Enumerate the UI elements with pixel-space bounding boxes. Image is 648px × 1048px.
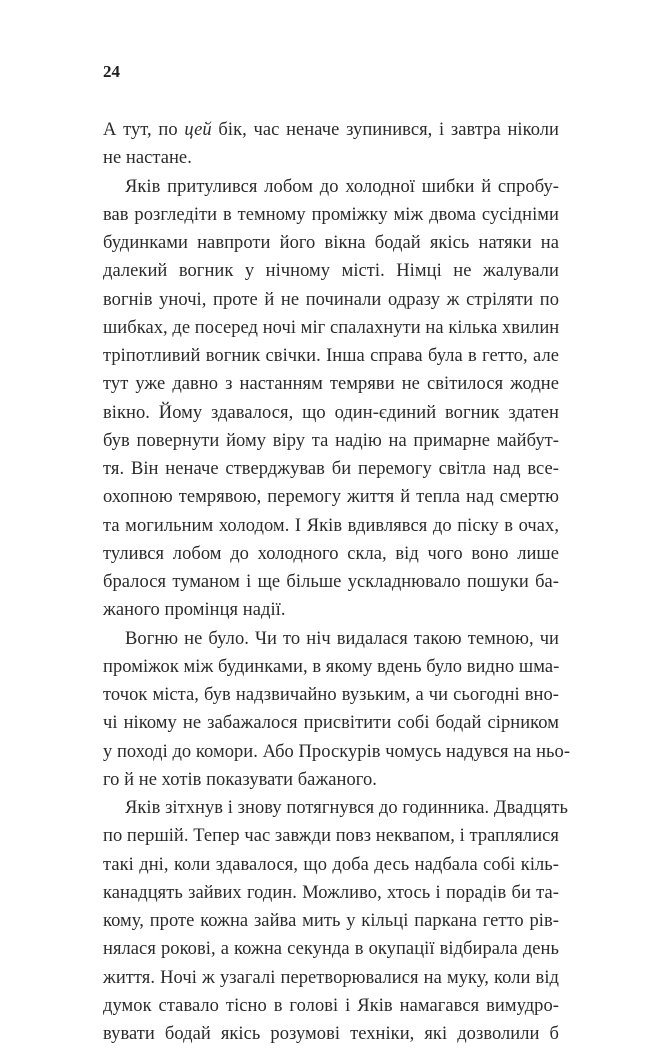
text-line: шибках, де посеред ночі міг спалахнути на кілька хвилин	[103, 317, 560, 338]
text-line: тя. Він неначе стверджував би перемогу світла над все-	[103, 459, 559, 479]
text-line: проміжок між будинками, в якому вдень було видно шма-	[103, 656, 560, 677]
text-line: такі дні, коли здавалося, що доба десь надбала собі кіль-	[103, 854, 559, 875]
body-text	[103, 116, 571, 1048]
paragraph-first-line: Яків притулився лобом до холодної шибки й спробу-	[125, 176, 559, 197]
text-line: канадцять зайвих годин. Можливо, хтось і порадів би та-	[103, 882, 559, 903]
paragraph-first-line: Вогню не було. Чи то ніч видалася такою темною, чи	[125, 628, 559, 649]
text-line: вікно. Йому здавалося, що один-єдиний вогник здатен	[103, 402, 559, 423]
text-line: будинками навпроти його вікна бодай якісь натяки на	[103, 233, 559, 253]
emphasized-word: цей	[184, 120, 212, 140]
text-line: не настане.	[103, 148, 192, 169]
text-line: кому, проте кожна зайва мить у кільці паркана гетто рів-	[103, 911, 559, 931]
text-line: нялася рокові, а кожна секунда в окупації відбирала день	[103, 939, 559, 960]
text-line: думок ставало тісно в голові і Яків намагався вимудро-	[103, 995, 559, 1016]
text-line: вувати бодай якісь розумові техніки, які дозволили б	[103, 1024, 559, 1044]
text-line: був повернути йому віру та надію на примарне майбут-	[103, 430, 559, 451]
text-line: вав розгледіти в темному проміжку між двома сусідніми	[103, 204, 559, 225]
text-line: го й не хотів показувати бажаного.	[103, 769, 377, 790]
text-line: тулився лобом до холодного скла, від чого воно лише	[103, 543, 559, 564]
text-line: охопною темрявою, перемогу життя й тепла над смертю	[103, 487, 559, 508]
text-line: А тут, по цей бік, час неначе зупинився, і завтра ніколи	[103, 120, 560, 140]
text-line: у поході до комори. Або Проскурів чомусь надувся на ньо-	[103, 741, 571, 762]
text-line: далекий вогник у нічному місті. Німці не жалували	[103, 261, 559, 282]
text-line: тріпотливий вогник свічки. Інша справа була в гетто, але	[103, 346, 559, 366]
text-line: та могильним холодом. І Яків вдивлявся до піску в очах,	[103, 515, 559, 536]
page-number: 24	[103, 62, 120, 81]
text-line: чі нікому не забажалося присвітити собі бодай сірником	[103, 713, 559, 734]
text-line: по першій. Тепер час завжди повз неквапом, і траплялися	[103, 826, 559, 847]
paragraph-first-line: Яків зітхнув і знову потягнувся до годинника. Двадцять	[125, 798, 568, 818]
text-line: вогнів уночі, проте й не починали одразу ж стріляти по	[103, 289, 559, 310]
text-line: точок міста, був надзвичайно вузьким, а чи сьогодні вно-	[103, 685, 559, 705]
text-line: життя. Ночі ж узагалі перетворювалися на муку, коли від	[103, 967, 559, 988]
text-line: тут уже давно з настанням темряви не світилося жодне	[103, 374, 559, 395]
text-line: бралося туманом і ще більше ускладнювало пошуки ба-	[103, 572, 559, 592]
text-line: жаного промінця надії.	[103, 600, 286, 621]
